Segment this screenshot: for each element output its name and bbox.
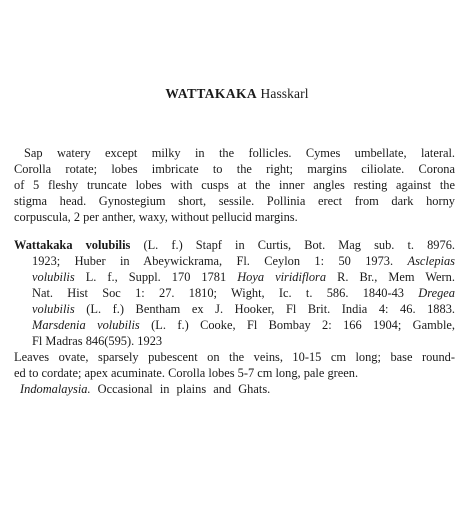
distribution-region: Indomalaysia. [20, 382, 91, 396]
species-citation-text: (L. f.) Cooke, Fl Bombay 2: 166 1904; Gamble, [151, 318, 455, 332]
species-citation-text: R. Br., Mem Wern. [337, 270, 455, 284]
species-citation-text: Nat. Hist Soc 1: 27. 1810; Wight, Ic. t. 586. 1840-43 [32, 286, 404, 300]
species-citation-line [14, 237, 455, 253]
synonym-name: volubilis [32, 302, 75, 316]
species-citation-text: (L. f.) Stapf in Curtis, Bot. Mag sub. t. 8976. [143, 238, 455, 252]
species-citation-line [32, 317, 455, 333]
genus-description-line: Corolla rotate; lobes imbricate to the right; margins ciliolate. Corona [14, 162, 455, 176]
genus-heading [0, 86, 474, 102]
species-citation-line [32, 285, 455, 301]
synonym-name: volubilis [32, 270, 75, 284]
species-description-line: Leaves ovate, sparsely pubescent on the veins, 10-15 cm long; base round- [14, 350, 455, 364]
species-citation-line [32, 253, 455, 269]
distribution-line [20, 381, 270, 397]
species-description-line: ed to cordate; apex acuminate. Corolla lobes 5-7 cm long, pale green. [14, 366, 359, 380]
distribution-text: Occasional in plains and Ghats. [97, 382, 271, 396]
synonym-name: Hoya viridiflora [237, 270, 327, 284]
synonym-name: Asclepias [407, 254, 455, 268]
synonym-name: Marsdenia volubilis [32, 318, 140, 332]
species-citation-text: (L. f.) Bentham ex J. Hooker, Fl Brit. India 4: 46. 1883. [86, 302, 455, 316]
species-citation-line: Fl Madras 846(595). 1923 [32, 334, 163, 348]
species-name: Wattakaka volubilis [14, 238, 131, 252]
synonym-name: Dregea [418, 286, 455, 300]
species-citation-line [32, 301, 455, 317]
genus-description-line: Sap watery except milky in the follicles. Cymes umbellate, lateral. [24, 146, 455, 160]
species-citation-line [32, 269, 455, 285]
species-citation-text: 1923; Huber in Abeywickrama, Fl. Ceylon 1: 50 1973. [32, 254, 394, 268]
genus-author: Hasskarl [260, 86, 309, 101]
genus-description-line: corpuscula, 2 per anther, waxy, without pellucid margins. [14, 210, 298, 224]
genus-name: WATTAKAKA [165, 86, 258, 101]
genus-description-line: stigma head. Gynostegium short, sessile. Pollinia erect from dark horny [14, 194, 455, 208]
genus-description-line: of 5 fleshy truncate lobes with cusps at the inner angles resting against the [14, 178, 455, 192]
species-citation-text: L. f., Suppl. 170 1781 [85, 270, 227, 284]
